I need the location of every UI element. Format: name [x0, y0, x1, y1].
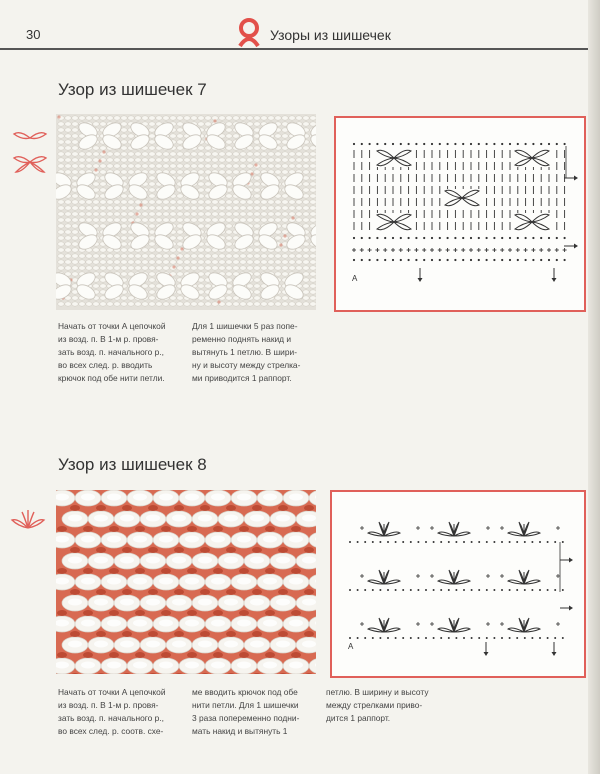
puff-stitch-deco-icon: [10, 508, 46, 532]
text-line: Для 1 шишечки 5 раз попе-: [192, 321, 298, 331]
header-divider: [0, 48, 588, 50]
text-line: мать накид и вытянуть 1: [192, 726, 288, 736]
text-line: между стрелками приво-: [326, 700, 423, 710]
text-line: вытянуть 1 петлю. В шири-: [192, 347, 297, 357]
text-line: ме вводить крючок под обе: [192, 687, 298, 697]
text-line: крючок под обе нити петли.: [58, 373, 165, 383]
text-line: ну и высоту между стрелка-: [192, 360, 301, 370]
pattern7-text-col1: [58, 320, 166, 385]
pattern7-chart: [334, 116, 586, 312]
text-line: зать возд. п. начального р.,: [58, 347, 164, 357]
pattern7-title: Узор из шишечек 7: [58, 80, 207, 99]
text-line: Начать от точки А цепочкой: [58, 687, 166, 697]
pattern7-text-col2: [192, 320, 300, 385]
pattern8-title: Узор из шишечек 8: [58, 455, 207, 474]
yarn-logo-icon: [236, 18, 262, 48]
text-line: петлю. В ширину и высоту: [326, 687, 429, 697]
puff-stitch-deco-icon: [10, 128, 50, 176]
text-line: из возд. п. В 1-м р. провя-: [58, 334, 159, 344]
pattern7-photo: [56, 114, 316, 310]
pattern8-text-col2: [192, 686, 299, 738]
book-spine: [588, 0, 600, 774]
page-number: 30: [26, 27, 41, 42]
pattern8-photo: [56, 490, 316, 674]
text-line: зать возд. п. начального р.,: [58, 713, 164, 723]
text-line: во всех след. р. соотв. схе-: [58, 726, 164, 736]
chart7-start-label: A: [352, 274, 358, 283]
running-header-title: Узоры из шишечек: [270, 27, 391, 43]
text-line: Начать от точки А цепочкой: [58, 321, 166, 331]
text-line: дится 1 раппорт.: [326, 713, 391, 723]
chart8-start-label: A: [348, 642, 354, 651]
pattern8-chart: [330, 490, 586, 678]
text-line: нити петли. Для 1 шишечки: [192, 700, 299, 710]
text-line: ми приводится 1 раппорт.: [192, 373, 292, 383]
pattern8-text-col1: [58, 686, 166, 738]
text-line: ременно поднять накид и: [192, 334, 292, 344]
text-line: во всех след. р. вводить: [58, 360, 153, 370]
pattern8-text-col3: [326, 686, 429, 725]
text-line: из возд. п. В 1-м р. провя-: [58, 700, 159, 710]
text-line: 3 раза попеременно подни-: [192, 713, 300, 723]
